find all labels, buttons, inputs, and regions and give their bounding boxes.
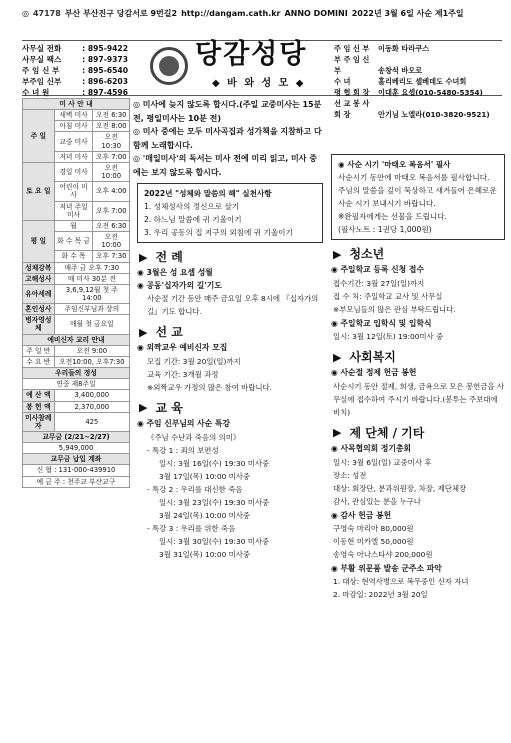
postal-icon: ◎ xyxy=(22,9,29,19)
address: 부산 부산진구 당감서로 9번길2 xyxy=(64,9,178,19)
mass-title: 미 사 안 내 xyxy=(23,99,130,110)
notice-list: ◎ 미사에 늦지 않도록 합시다.(주일 교중미사는 15분 전, 평일미사는 10분 전) ◎ 미사 중에는 모두 미사곡집과 성가책을 지참하고 다 함께 노래합시다. ◎ '매일미사'의 독서는 미사 전에 미리 읽고, 미사 중에는 보지 않도록 합시다. xyxy=(133,100,322,177)
issue-date: 2022년 3월 6일 사순 제1주일 xyxy=(351,9,464,19)
staff-list: 주 임 신 부 이동화 타라쿠스 부 주 임 신 부 송창석 바오로 수 녀 홀리베리도 셀베데도 수녀회 평 협 회 장 이대훈 요셉(010-5480-5354) 선 교 봉 사 회 장 안기님 노엘라(010-3820-9521) xyxy=(334,44,490,119)
right-column: ◉ 사순 시기 '마태오 복음서' 필사 사순시기 동안에 마태오 복음서를 필사합니다. 주님의 말씀을 깊이 묵상하고 새겨들어 은혜로운 사순 시기 보내시기 바랍니다. ※완필자에게는 선물을 드립니다. (필사노트 : 1권당 1,000원) ▶ 청소년 ◉ 주일학교 등록 신청 접수 접수기간: 3월 27일(일)까지 접 수 처: 주일학교 교사 및 사무실 ※부모님들의 많은 관심 부탁드립니다. ◉ 주일학교 입학식 및 입학식 일시: 3월 12일(토) 19:00미사 중 ▶ 사회복지 ◉ 사순절 정제 헌금 봉헌 사순시기 동안 절제, 희생, 금욕으로 모은 봉헌금을 사무실에 접수하여 주시기 바랍니다.(봉투는 주보대에 비치) ▶ 제 단체 / 기타 ◉ 사목협의회 정기총회 일시: 3월 6일(일) 교중미사 후 장소: 성전 대상: 회장단, 분과위원장, 차장, 제단체장 감사, 관심있는 분을 누구나 ◉ 감사 헌금 봉헌 구영숙 마리아 80,000원 이동현 미카엘 50,000원 송영숙 아나스타샤 200,000원 ◉ 부활 위문품 발송 군주소 파악 1. 대상: 현역사병으로 복무중인 신자 자녀 2. 마감일: 2022년 3월 20일 xyxy=(327,98,505,601)
anno-domini: ANNO DOMINI xyxy=(284,9,348,19)
section-youth: ▶ 청소년 xyxy=(333,247,385,261)
arrow-icon: ▶ xyxy=(333,350,342,364)
top-line xyxy=(22,6,502,22)
page-title: 당감성당 xyxy=(195,39,308,70)
slogan-box: 2022년 "성체와 말씀의 해" 실천사항 1. 성체성사의 정신으로 살기 2. 하느님 말씀에 귀 기울이기 3. 우리 공동의 집 지구의 외침에 귀 기울이기 xyxy=(137,183,323,243)
arrow-icon: ▶ xyxy=(333,247,342,261)
title-block xyxy=(140,41,330,97)
page-subtitle: ◆ 바 와 성 모 ◆ xyxy=(212,78,306,89)
lent-box: ◉ 사순 시기 '마태오 복음서' 필사 사순시기 동안에 마태오 복음서를 필사합니다. 주님의 말씀을 깊이 묵상하고 새겨들어 은혜로운 사순 시기 보내시기 바랍니다. ※완필자에게는 선물을 드립니다. (필사노트 : 1권당 1,000원) xyxy=(331,154,505,240)
parish-logo-icon xyxy=(150,47,188,85)
section-groups: ▶ 제 단체 / 기타 xyxy=(333,425,425,440)
arrow-icon: ▶ xyxy=(139,401,148,415)
contact-list: 사무실 전화 : 895-9422 사무실 팩스 : 897-9373 주 임 신 부 : 895-6540 부주임 신부 : 896-6203 수 녀 원 : 897-4596 xyxy=(22,44,128,97)
section-mission: ▶ 선 교 xyxy=(139,325,183,340)
postal-code: 47178 xyxy=(32,9,61,19)
arrow-icon: ▶ xyxy=(139,325,148,339)
url[interactable]: http://dangam.cath.kr xyxy=(181,9,281,19)
section-education: ▶ 교 육 xyxy=(139,400,183,415)
section-welfare: ▶ 사회복지 xyxy=(333,350,396,365)
main-column: ◎ 미사에 늦지 않도록 합시다.(주일 교중미사는 15분 전, 평일미사는 10분 전) ◎ 미사 중에는 모두 미사곡집과 성가책을 지참하고 다 함께 노래합시다. ◎ '매일미사'의 독서는 미사 전에 미리 읽고, 미사 중에는 보지 않도록 합시다. 2022년 "성체와 말씀의 해" 실천사항 1. 성체성사의 정신으로 살기 2. 하느님 말씀에 귀 기울이기 3. 우리 공동의 집 지구의 외침에 귀 기울이기 ▶ 전 례 ◉ 3월은 성 요셉 성월 ◉ 공동'십자가의 길'기도 사순절 기간 동안 매주 금요일 오후 8시에 『십자가의 길』기도 합니다. ▶ 선 교 ◉ 외짝교우 예비신자 모집 모집 기간: 3월 20일(일)까지 교육 기간: 3개월 과정 ※외짝교우 가정의 많은 참여 바랍니다. ▶ 교 육 ◉ 주임 신부님의 사순 특강 《주님 수난과 죽음의 의미》 - 특강 1 : 죄의 보편성 일시: 3월 16일(수) 19:30 미사중 3월 17일(목) 10:00 미사중 - 특강 2 : 우리를 대신한 죽음 일시: 3월 23일(수) 19:30 미사중 3월 24일(목) 10:00 미사중 - 특강 3 : 우리를 위한 죽음 일시: 3월 30일(수) 19:30 미사중 3월 31일(목) 10:00 미사중 xyxy=(133,100,322,559)
arrow-icon: ▶ xyxy=(139,250,148,264)
mass-schedule: 미 사 안 내 주 일 새벽 미사 오전 6:30 아침 미사 오전 8:00 교중 미사 오전 10:30 저녁 미사 오후 7:00 토 요 일 경일 미사 오전 10:00 어린이 미사 오후 4:00 저녁 주일미사 오후 7:00 평 일 월 오전 6:30 화 수 목 금 오전 10:00 화 수 목 오후 7:30 성체강복 매주 금 오후 7:30 고해성사 매 미사 30분 전 유아세례 3,6,9,12월 첫 주 14:00 혼인성사 주임신부님과 상의 병자영성체 매월 첫 금요일 예비신자 교리 안내 주 일 반 오전 9:00 수 요 반 오전10:00, 오후7:30 우리들의 정성 연중 제8주일 예 산 액 3,400,000 봉 헌 액 2,370,000 미사참례자 425 교무금 (2/21~2/27) 5,949,000 교무금 납입 계좌 신 협 : 131-000-439910 예 금 주 : 천주교 부산교구 xyxy=(22,98,130,743)
arrow-icon: ▶ xyxy=(333,426,342,440)
section-liturgy: ▶ 전 례 xyxy=(139,250,183,264)
